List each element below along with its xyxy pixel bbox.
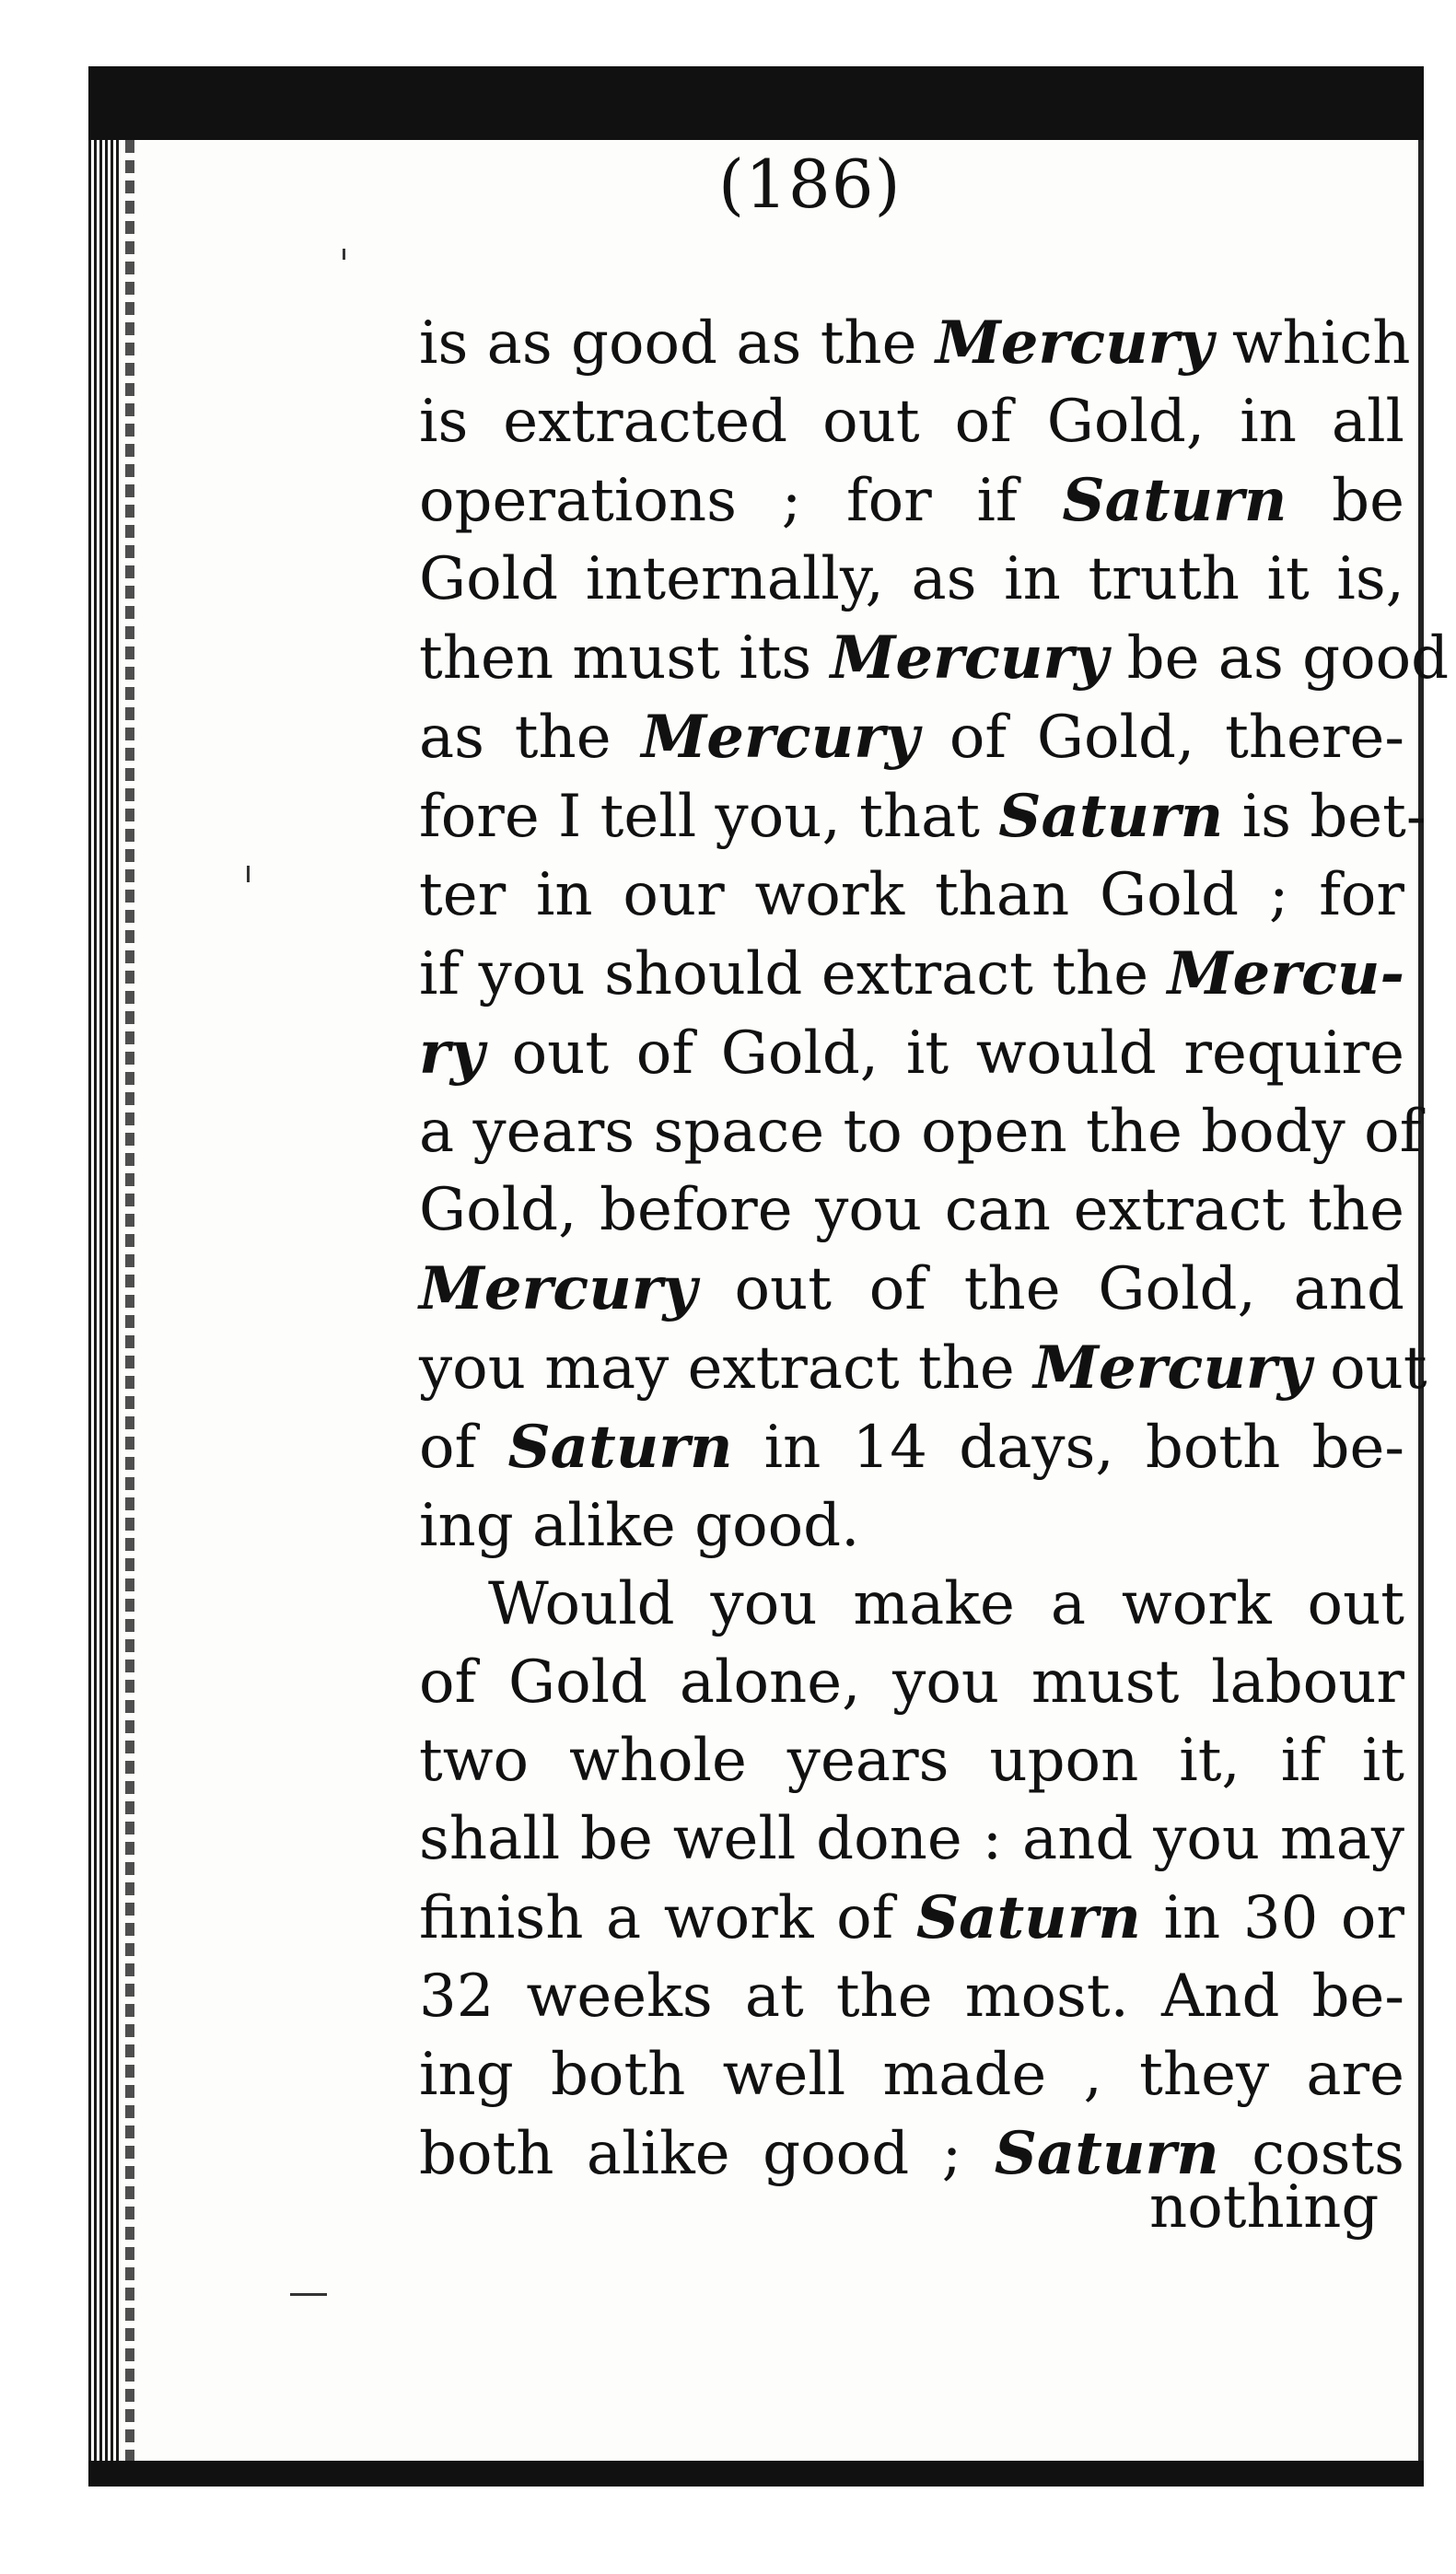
text-run: finish a work of [419,1884,916,1952]
text-line [419,1487,1404,1566]
text-line [419,1722,1404,1800]
italic-word: Mercury [1033,1334,1311,1403]
text-run: be [1287,467,1405,535]
italic-word: Mercury [830,623,1109,693]
italic-word: Mercury [419,1254,697,1323]
text-line [419,1566,1404,1644]
text-run: Gold internally, as in truth it is, [419,545,1404,613]
italic-word: Saturn [1062,466,1287,535]
text-run: if you should extract the [419,940,1168,1008]
text-line [419,383,1404,461]
text-run: two whole years upon it, if it [419,1727,1404,1795]
italic-word: Saturn [994,2119,1219,2188]
text-run: as the [419,704,642,772]
scan-speck [247,866,250,882]
text-line [419,1958,1404,2036]
text-line [419,461,1404,541]
text-line [419,2036,1404,2114]
italic-word: Mercury [935,309,1214,378]
italic-word: Saturn [915,1883,1141,1952]
text-run: of Gold, there- [919,704,1405,772]
text-line [419,856,1404,935]
text-run: which [1213,309,1411,378]
text-run: is extracted out of Gold, in all [419,388,1404,456]
text-run: out of Gold, it would require [483,1019,1404,1088]
text-run: ter in our work than Gold ; for [419,861,1404,929]
text-run: of [419,1414,508,1482]
text-line [419,777,1427,856]
text-run: Would you make a work out [488,1570,1404,1638]
text-run: ing both well made , they are [419,2041,1404,2109]
italic-word: Mercury [641,703,920,772]
page-gutter-edge [88,140,120,2461]
text-line [419,1800,1404,1879]
text-run: then must its [419,624,831,693]
text-run: shall be well done : and you may [419,1805,1404,1873]
body-text [419,304,1450,2194]
text-line [419,541,1404,619]
text-line [419,1329,1427,1408]
italic-word: Mercu- [1167,939,1404,1008]
text-line [419,1250,1404,1329]
text-run: Gold, before you can extract the [419,1176,1404,1244]
text-run: fore I tell you, that [419,783,999,851]
text-line [419,1093,1422,1171]
scan-border-right [1418,140,1424,2461]
text-run: be as good [1108,624,1450,693]
text-run: 32 weeks at the most. And be- [419,1963,1404,2031]
text-run: in 30 or [1140,1884,1405,1952]
text-line [419,619,1450,698]
text-line [419,1879,1404,1958]
text-run: is as good as the [419,309,936,378]
text-run: ing alike good. [419,1492,860,1560]
italic-word: Saturn [998,782,1224,851]
italic-word: Saturn [507,1413,733,1482]
text-line [419,304,1411,383]
text-line [419,1644,1404,1722]
italic-word: ry [419,1019,484,1088]
text-line [419,1171,1404,1250]
scan-speck [343,249,345,260]
text-run: a years space to open the body of [419,1098,1422,1166]
text-run: in 14 days, both be- [732,1414,1405,1482]
text-run: is bet- [1223,783,1427,851]
text-line [419,698,1404,777]
page-number: (186) [718,146,902,223]
page-gutter-shadow [125,140,134,2461]
text-run: both alike good ; [419,2120,995,2188]
text-run: costs [1218,2120,1405,2188]
scan-speck [290,2293,327,2296]
text-run: out [1310,1334,1427,1403]
text-run: operations ; for if [419,467,1063,535]
text-line [419,1408,1404,1487]
scan-border-top [88,66,1424,140]
catchword: nothing [1149,2173,1380,2242]
text-line [419,1014,1404,1093]
text-run: of Gold alone, you must labour [419,1648,1404,1717]
text-run: out of the Gold, and [696,1255,1404,1323]
text-run: you may extract the [419,1334,1034,1403]
text-line [419,935,1404,1014]
scan-border-bottom [88,2461,1424,2487]
